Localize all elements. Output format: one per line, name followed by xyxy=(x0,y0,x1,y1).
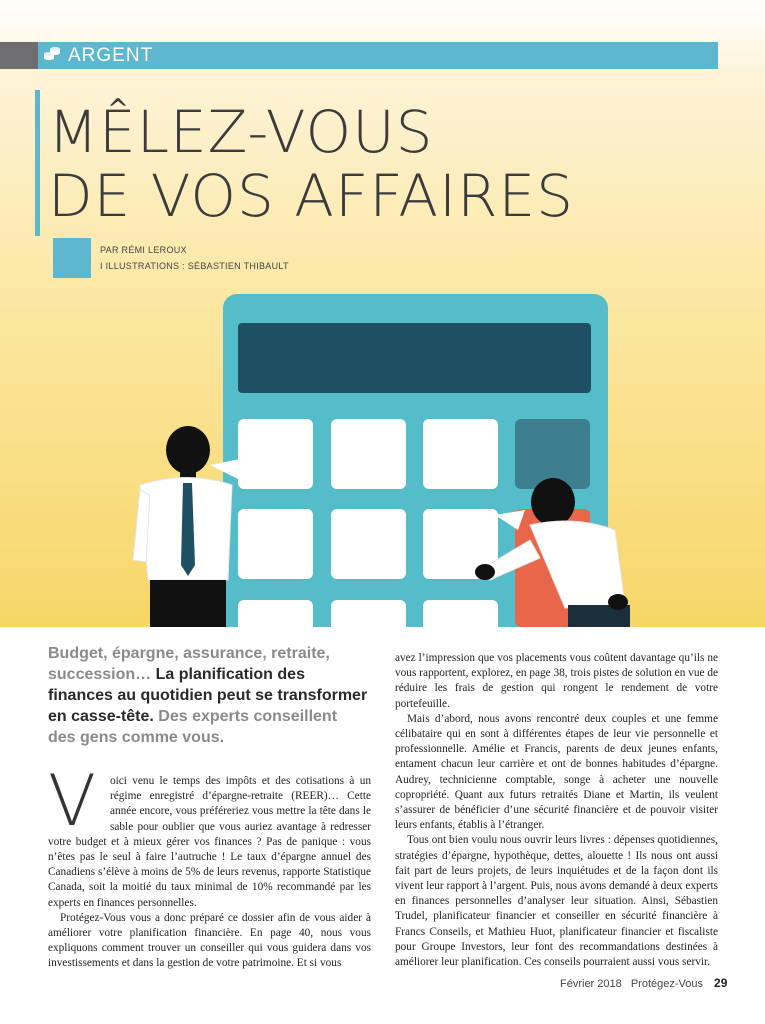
byline-author: PAR RÉMI LEROUX xyxy=(100,245,187,255)
title-line-1: MÊLEZ-VOUS xyxy=(48,98,434,166)
footer-date: Février 2018 xyxy=(560,978,622,990)
lead-part-3: Des experts conseillent des gens comme vous. xyxy=(48,708,338,746)
article-lead xyxy=(48,643,368,748)
calculator-illustration xyxy=(0,280,765,627)
byline-illustrations: I ILLUSTRATIONS : SÉBASTIEN THIBAULT xyxy=(100,261,289,271)
category-tab xyxy=(0,42,38,69)
body-paragraph-2: Protégez-Vous vous a donc préparé ce dossier afin de vous aider à améliorer votre planification financière. En page 40, nous vous expliquons comment trouver un conseiller qui vous guidera dans vos investissements et dans la gestion de votre patrimoine. Et si vous xyxy=(48,911,371,970)
body-paragraph-1: oici venu le temps des impôts et des cotisations à un régime enregistré d’épargne-retraite (REER)… Cette année encore, vous préféreriez vous mettre la tête dans le sable pour oublier que vous auriez avantage à redresser votre budget et à mieux gérer vos finances ? Pas de panique : vous n’êtes pas le seul à faire l’autruche ! Le taux d’épargne annuel des Canadiens s’élève à moins de 5% de leurs revenus, rapporte Statistique Canada, soit la moitié du taux minimal de 10% recommandé par les experts en finances personnelles. xyxy=(48,775,371,909)
byline-square xyxy=(53,238,91,278)
calculator-screen xyxy=(238,323,591,393)
drop-cap: V xyxy=(48,760,96,842)
body-column-left xyxy=(48,774,371,972)
category-label: ARGENT xyxy=(68,45,154,66)
page-number: 29 xyxy=(714,976,728,990)
body-paragraph-5: Tous ont bien voulu nous ouvrir leurs livres : dépenses quotidiennes, stratégies d’épargne, hypothèque, dettes, alouette ! Ils nous ont aussi fait part de leurs projets, de leurs inquiétudes et de la façon dont ils vivent leur rapport à l’argent. Puis, nous avons demandé à deux experts en finances personnelles d’analyser leur situation. Ainsi, Sébastien Trudel, planificateur financier et conseiller en sécurité financière à Francs Conseils, et Mathieu Huot, planificateur financier et fiscaliste pour Groupe Investors, leur font des recommandations destinées à améliorer leur planification. Ces conseils pourraient aussi vous servir. xyxy=(395,834,718,969)
body-paragraph-3: avez l’impression que vos placements vous coûtent davantage qu’ils ne vous rapportent, explorez, en page 38, trois pistes de solution en vue de réduire les frais de gestion qui rongent le rendement de votre portefeuille. xyxy=(395,652,718,710)
coins-icon xyxy=(43,46,61,64)
body-paragraph-4: Mais d’abord, nous avons rencontré deux couples et une femme célibataire qui en sont à différentes étapes de leur vie personnelle et professionnelle. Amélie et Francis, parents de deux jeunes enfants, entament chacun leur carrière et ont de bonnes habitudes d’épargne. Audrey, technicienne comptable, songe à acheter une nouvelle copropriété. Quant aux futurs retraités Diane et Martin, ils veulent s’assurer de bénéficier d’une sécurité financière et de pouvoir visiter leurs enfants, établis à l’étranger. xyxy=(395,712,718,832)
footer-magazine: Protégez-Vous xyxy=(630,978,703,990)
lead-part-1: Budget, épargne, assurance, retraite, succession… xyxy=(48,645,330,683)
lead-part-2: La planification des finances au quotidien peut se transformer en casse-tête. xyxy=(48,666,368,725)
title-line-2: DE VOS AFFAIRES xyxy=(48,162,574,230)
body-column-right xyxy=(395,651,718,970)
page-footer xyxy=(560,976,727,990)
title-accent-rule xyxy=(35,90,40,236)
article-title xyxy=(48,100,574,228)
